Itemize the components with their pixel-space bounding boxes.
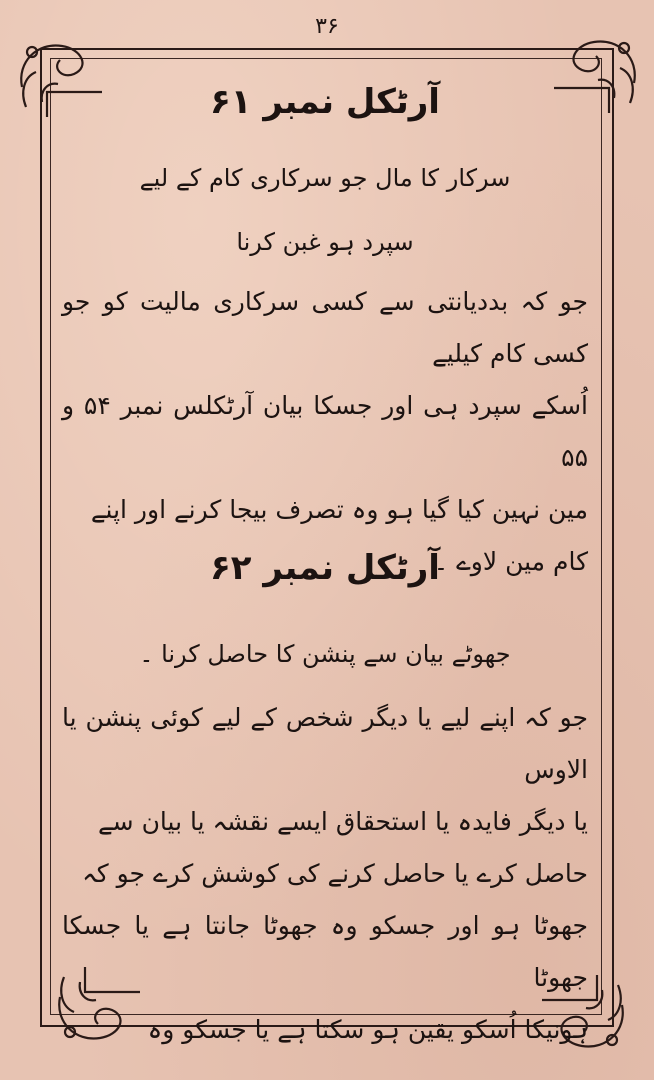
body-line: ہونیکا اُسکو یقین ہو سکتا ہے یا جسکو وہ — [147, 1015, 588, 1044]
body-line: یا دیگر فایدہ یا استحقاق ایسے نقشہ یا بیان سے — [98, 807, 588, 836]
body-line: جھوٹا ہو اور جسکو وہ جھوٹا جانتا ہے یا جسکا جھوٹا — [62, 911, 588, 992]
body-line: حاصل کرے یا حاصل کرنے کی کوشش کرے جو کہ — [82, 859, 588, 888]
article-62-heading: آرٹکل نمبر ۶۲ — [210, 548, 440, 588]
body-line: جو کہ بددیانتی سے کسی سرکاری مالیت کو جو کسی کام کیلیے — [62, 287, 588, 368]
body-line: مین نہین کیا گیا ہو وہ تصرف بیجا کرنے اور اپنے — [90, 495, 588, 524]
article-61-subheading-line-2: سپرد ہو غبن کرنا — [236, 228, 414, 256]
page-number: ۳۶ — [315, 14, 339, 39]
article-62-subheading: جھوٹے بیان سے پنشن کا حاصل کرنا ۔ — [139, 640, 511, 668]
body-line: کام مین لاوے ۔ — [433, 547, 588, 576]
body-line: جو کہ اپنے لیے یا دیگر شخص کے لیے کوئی پنشن یا الاوس — [62, 703, 588, 784]
article-61-heading: آرٹکل نمبر ۶۱ — [210, 82, 440, 122]
article-61-subheading-line-1: سرکار کا مال جو سرکاری کام کے لیے — [139, 164, 511, 192]
article-62-body — [62, 692, 588, 1056]
article-61-body — [62, 276, 588, 588]
body-line: اُسکے سپرد ہی اور جسکا بیان آرٹکلس نمبر ۵۴ و ۵۵ — [62, 391, 588, 472]
